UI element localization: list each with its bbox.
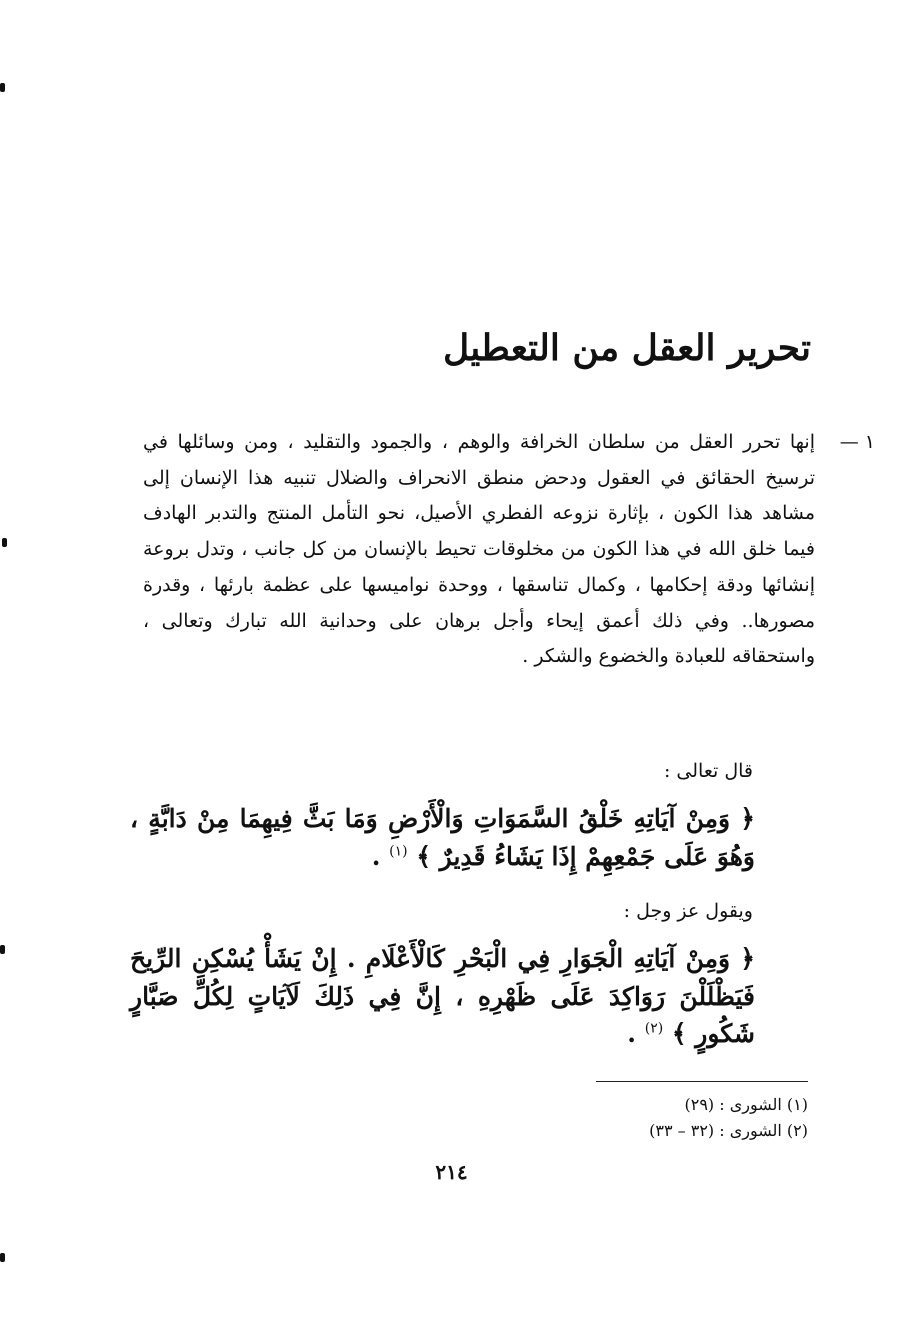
numbered-paragraph <box>143 425 875 675</box>
footnote-ref: (١) <box>389 843 408 860</box>
quran-verse <box>130 800 755 875</box>
verse-text: ﴿ وَمِنْ آيَاتِهِ الْجَوَارِ فِي الْبَحْرِ كَالْأَعْلَامِ . إِنْ يَشَأْ يُسْكِنِ الرِّيحَ فَيَظْلَلْنَ رَوَاكِدَ عَلَى ظَهْرِهِ ، إِنَّ فِي ذَلِكَ لَآيَاتٍ لِكُلِّ صَبَّارٍ شَكُورٍ ﴾ <box>130 944 755 1048</box>
paragraph-number: ١ — <box>839 431 875 453</box>
footnote: (١) الشورى : (٢٩) <box>684 1095 808 1114</box>
chapter-title: تحرير العقل من التعطيل <box>443 327 811 369</box>
scan-edge-mark <box>0 83 5 92</box>
verse-intro: ويقول عز وجل : <box>623 900 753 922</box>
verse-intro: قال تعالى : <box>663 760 753 782</box>
quran-verse <box>130 940 755 1053</box>
footnote: (٢) الشورى : (٣٢ – ٣٣) <box>649 1121 808 1140</box>
verse-text: ﴿ وَمِنْ آيَاتِهِ خَلْقُ السَّمَوَاتِ وَالْأَرْضِ وَمَا بَثَّ فِيهِمَا مِنْ دَابَّةٍ ، وَهُوَ عَلَى جَمْعِهِمْ إِذَا يَشَاءُ قَدِيرٌ ﴾ <box>130 804 755 871</box>
page-number: ٢١٤ <box>435 1160 468 1184</box>
footnote-ref: (٢) <box>644 1020 664 1037</box>
scan-edge-mark <box>0 945 5 954</box>
verse-end: . <box>627 1019 636 1048</box>
verse-end: . <box>371 841 381 871</box>
footnotes <box>488 1092 808 1144</box>
paragraph-text: إنها تحرر العقل من سلطان الخرافة والوهم ، والجمود والتقليد ، ومن وسائلها في ترسيخ الحقائق في العقول ودحض منطق الانحراف والضلال تنبيه هذا الإنسان إلى مشاهد هذا الكون ، بإثارة نزوعه الفطري الأصيل، نحو التأمل المنتج والتدبر الهادف فيما خلق الله في هذا الكون من مخلوقات تحيط بالإنسان من كل جانب ، وتدل بروعة إنشائها ودقة إحكامها ، وكمال تناسقها ، ووحدة نواميسها على عظمة بارئها ، وقدرة مصورها.. وفي ذلك أعمق إيحاء وأجل برهان على وحدانية الله تبارك وتعالى ، واستحقاقه للعبادة والخضوع والشكر . <box>143 431 815 668</box>
scan-edge-mark <box>0 1253 5 1262</box>
scan-edge-mark <box>2 538 7 547</box>
footnote-divider <box>596 1081 808 1082</box>
